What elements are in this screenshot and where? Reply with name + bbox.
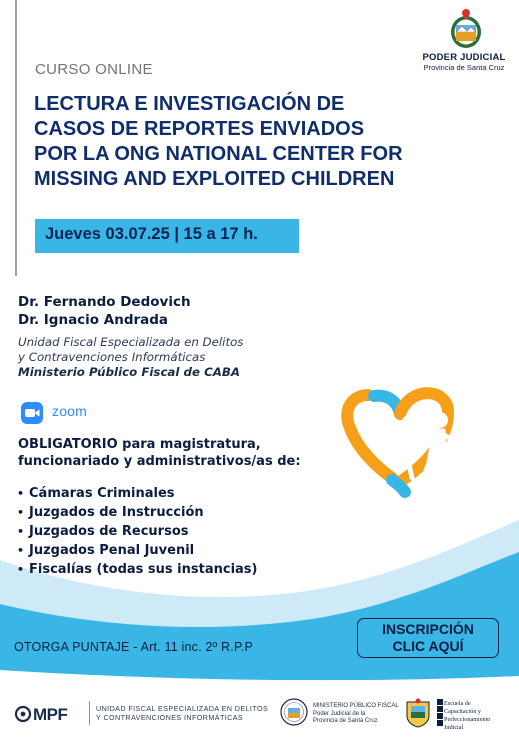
list-item-label: Fiscalías (todas sus instancias) xyxy=(29,562,258,577)
zoom-camera-icon xyxy=(21,402,43,424)
bullet: • xyxy=(17,525,25,538)
obligatorio-line: OBLIGATORIO para magistratura, xyxy=(18,437,261,452)
speaker-ministry: Ministerio Público Fiscal de CABA xyxy=(18,365,241,379)
list-item-label: Juzgados Penal Juvenil xyxy=(29,543,195,558)
footer-mpf-line: MINISTERIO PÚBLICO FISCAL xyxy=(313,703,399,709)
mpf-santa-cruz-seal-icon xyxy=(280,698,308,726)
courts-list xyxy=(17,484,258,579)
list-item-label: Juzgados de Recursos xyxy=(29,524,189,539)
speaker-unit-line: Unidad Fiscal Especializada en Delitos xyxy=(18,335,244,349)
title-line: LECTURA E INVESTIGACIÓN DE xyxy=(34,93,345,115)
list-item-label: Cámaras Criminales xyxy=(29,486,175,501)
accent-divider xyxy=(15,0,17,276)
list-item xyxy=(17,560,258,579)
credit-notice: OTORGA PUNTAJE - Art. 11 inc. 2º R.P.P xyxy=(14,640,254,654)
title-line: CASOS DE REPORTES ENVIADOS xyxy=(34,118,365,140)
list-item xyxy=(17,484,258,503)
footer-unit-line: UNIDAD FISCAL ESPECIALIZADA EN DELITOS xyxy=(96,704,269,713)
footer-unit-name xyxy=(96,704,268,722)
speaker-name: Dr. Fernando Dedovich xyxy=(18,294,191,310)
bullet: • xyxy=(17,506,25,519)
speaker-unit-line: y Contravenciones Informáticas xyxy=(18,350,206,364)
org-name: PODER JUDICIAL xyxy=(422,52,506,63)
list-item xyxy=(17,541,258,560)
registration-button-line: INSCRIPCIÓN xyxy=(382,621,474,637)
bullet: • xyxy=(17,544,25,557)
bullet: • xyxy=(17,563,25,576)
bullet: • xyxy=(17,487,25,500)
date-banner: Jueves 03.07.25 | 15 a 17 h. xyxy=(35,219,299,253)
footer-school-name xyxy=(444,700,490,732)
mpf-logo-text: MPF xyxy=(33,705,68,724)
footer-school-line: Perfeccionamiento xyxy=(444,716,491,723)
list-item xyxy=(17,522,258,541)
footer-unit-line: Y CONTRAVENCIONES INFORMÁTICAS xyxy=(96,713,244,722)
footer-mpf-line: Provincia de Santa Cruz xyxy=(313,718,378,724)
list-item-label: Juzgados de Instrucción xyxy=(29,505,204,520)
speaker-name: Dr. Ignacio Andrada xyxy=(18,312,169,328)
course-kicker: CURSO ONLINE xyxy=(35,61,153,78)
santa-cruz-crest-icon xyxy=(449,8,483,50)
judicial-school-crest-icon xyxy=(403,698,433,728)
obligatorio-line: funcionariado y administrativos/as de: xyxy=(18,454,301,469)
footer-mpf-name xyxy=(313,703,399,726)
course-title xyxy=(34,92,454,192)
title-line: POR LA ONG NATIONAL CENTER FOR xyxy=(34,143,403,165)
registration-button[interactable] xyxy=(357,618,499,658)
footer-mpf-line: Poder Judicial de la xyxy=(313,710,366,717)
zoom-platform-label: zoom xyxy=(52,403,88,419)
title-line: MISSING AND EXPLOITED CHILDREN xyxy=(34,168,395,190)
obligatorio-notice xyxy=(18,436,338,470)
registration-button-line: CLIC AQUÍ xyxy=(392,638,464,654)
footer-divider xyxy=(89,701,90,725)
school-initials-blocks xyxy=(437,698,443,728)
footer-school-line: Capacitación y xyxy=(444,708,481,715)
footer-school-line: Judicial xyxy=(444,724,464,731)
org-subtitle: Provincia de Santa Cruz xyxy=(423,63,505,72)
list-item xyxy=(17,503,258,522)
footer-school-line: Escuela de xyxy=(444,700,471,707)
